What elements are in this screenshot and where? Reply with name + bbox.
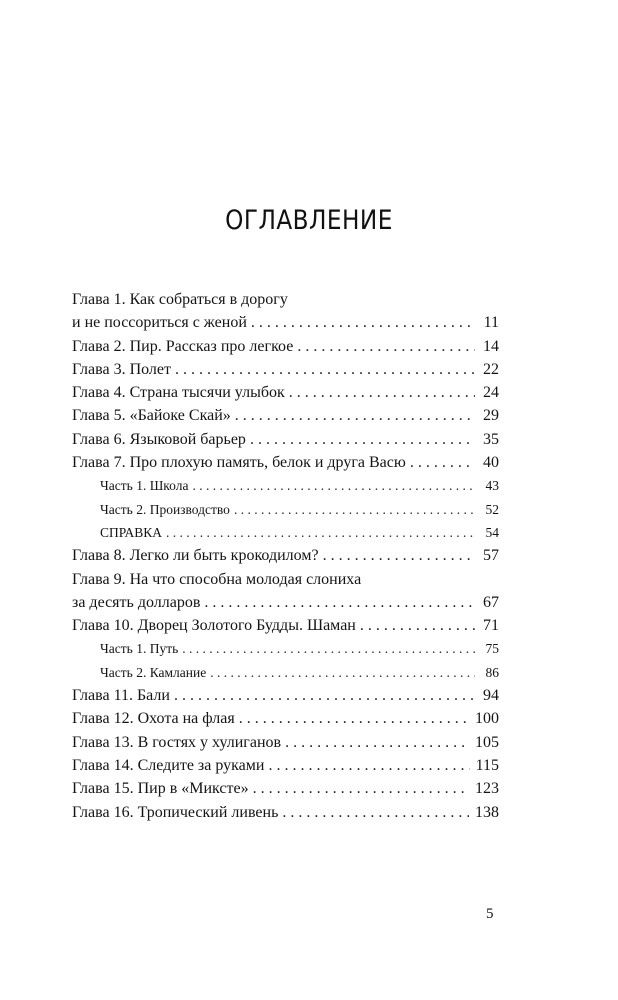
- toc-subentry-page: 43: [485, 478, 499, 494]
- toc-entry: [72, 358, 499, 381]
- toc-entry-title: Глава 11. Бали: [72, 687, 170, 705]
- toc-entry: [72, 754, 499, 777]
- toc-entry: [72, 381, 499, 404]
- toc-entry-page: 14: [483, 337, 499, 355]
- dot-leader: [166, 521, 475, 544]
- toc-entry-page: 22: [483, 360, 499, 378]
- toc-subentry-title: Часть 1. Школа: [100, 478, 189, 494]
- toc-entry-page: 57: [483, 547, 499, 565]
- toc-entry-page: 40: [483, 454, 499, 472]
- toc-subentry: [72, 474, 499, 497]
- toc-entry: [72, 731, 499, 754]
- toc-subentry-title: Часть 1. Путь: [100, 641, 179, 657]
- dot-leader: [282, 801, 469, 824]
- toc-entry: [72, 404, 499, 427]
- toc-entry-page: 35: [483, 430, 499, 448]
- toc-entry-title: Глава 13. В гостях у хулиганов: [72, 733, 282, 751]
- dot-leader: [182, 637, 475, 660]
- toc-entry: [72, 428, 499, 451]
- toc-subentry-title: Часть 2. Производство: [100, 501, 230, 517]
- dot-leader: [253, 777, 469, 800]
- toc-entry-title: и не поссориться с женой: [72, 314, 247, 332]
- toc-entry: [72, 568, 499, 591]
- dot-leader: [204, 591, 475, 614]
- toc-entry-title: Глава 6. Языковой барьер: [72, 430, 246, 448]
- dot-leader: [234, 498, 475, 521]
- toc-entry-page: 29: [483, 407, 499, 425]
- toc-entry-title: Глава 14. Следите за руками: [72, 756, 265, 774]
- toc-entry: [72, 801, 499, 824]
- toc-subentry: [72, 661, 499, 684]
- toc-entry-title: Глава 10. Дворец Золотого Будды. Шаман: [72, 617, 356, 635]
- dot-leader: [410, 451, 475, 474]
- toc-entry-title: Глава 9. На что способна молодая слониха: [72, 570, 362, 588]
- toc-entry-title: Глава 4. Страна тысячи улыбок: [72, 384, 285, 402]
- toc-subentry: [72, 521, 499, 544]
- toc-entry-title: Глава 16. Тропический ливень: [72, 803, 279, 821]
- dot-leader: [239, 707, 469, 730]
- toc-entry-page: 105: [475, 733, 499, 751]
- dot-leader: [323, 544, 475, 567]
- dot-leader: [175, 358, 475, 381]
- toc-entry-page: 138: [475, 803, 499, 821]
- toc-subentry: [72, 637, 499, 660]
- toc-entry: [72, 707, 499, 730]
- dot-leader: [360, 614, 475, 637]
- toc-entry-page: 71: [483, 617, 499, 635]
- toc-entry-page: 100: [475, 710, 499, 728]
- dot-leader: [235, 404, 475, 427]
- toc-entry-title: Глава 5. «Байоке Скай»: [72, 407, 231, 425]
- toc-entry: [72, 451, 499, 474]
- toc-entry: [72, 311, 499, 334]
- toc-entry-page: 24: [483, 384, 499, 402]
- toc-entry-title: Глава 8. Легко ли быть крокодилом?: [72, 547, 319, 565]
- toc-subentry-title: СПРАВКА: [100, 524, 163, 540]
- toc-entry: [72, 591, 499, 614]
- toc-entry: [72, 684, 499, 707]
- toc-entry: [72, 288, 499, 311]
- dot-leader: [289, 381, 475, 404]
- toc-subentry-title: Часть 2. Камлание: [100, 664, 207, 680]
- toc-subentry-page: 75: [485, 641, 499, 657]
- dot-leader: [251, 311, 475, 334]
- page-number: 5: [486, 906, 494, 922]
- dot-leader: [297, 335, 475, 358]
- toc-entry-title: за десять долларов: [72, 593, 201, 611]
- dot-leader: [174, 684, 475, 707]
- dot-leader: [250, 428, 475, 451]
- dot-leader: [285, 731, 469, 754]
- toc-subentry-page: 86: [485, 664, 499, 680]
- dot-leader: [210, 661, 475, 684]
- dot-leader: [192, 474, 475, 497]
- toc-subentry-page: 54: [485, 524, 499, 540]
- toc-entry-title: Глава 1. Как собраться в дорогу: [72, 291, 288, 308]
- toc-entry-title: Глава 12. Охота на флая: [72, 710, 235, 728]
- table-of-contents: [72, 288, 499, 824]
- toc-entry: [72, 335, 499, 358]
- toc-entry-page: 115: [475, 756, 499, 774]
- dot-leader: [268, 754, 469, 777]
- toc-entry-title: Глава 3. Полет: [72, 360, 171, 378]
- toc-entry-page: 11: [483, 314, 499, 332]
- toc-entry-title: Глава 2. Пир. Рассказ про легкое: [72, 337, 294, 355]
- toc-entry: [72, 614, 499, 637]
- toc-entry-title: Глава 7. Про плохую память, белок и друга Васю: [72, 454, 406, 472]
- toc-entry: [72, 777, 499, 800]
- toc-subentry-page: 52: [485, 501, 499, 517]
- toc-entry-page: 67: [483, 593, 499, 611]
- page-title: ОГЛАВЛЕНИЕ: [225, 205, 393, 236]
- toc-entry: [72, 544, 499, 567]
- toc-subentry: [72, 498, 499, 521]
- toc-entry-title: Глава 15. Пир в «Миксте»: [72, 780, 249, 798]
- toc-entry-page: 94: [483, 687, 499, 705]
- toc-entry-page: 123: [475, 780, 499, 798]
